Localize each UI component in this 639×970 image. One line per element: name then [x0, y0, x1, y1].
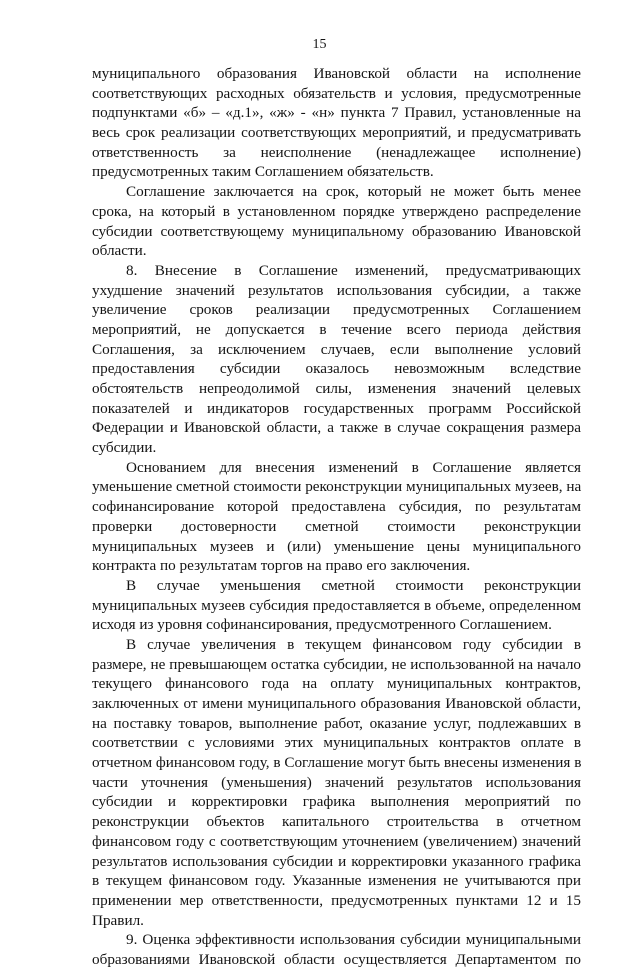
text-line: применении мер ответственности, предусмотренных пунктами 12 и 15: [92, 891, 581, 909]
text-line: Основанием для внесения изменений в Соглашение является: [126, 458, 581, 476]
text-line: субсидии и корректировки графика выполнения мероприятий по: [92, 793, 581, 811]
text-line: 9. Оценка эффективности использования субсидии муниципальными: [126, 931, 581, 949]
text-line: текущего финансового года на оплату муниципальных контрактов,: [92, 675, 581, 693]
text-line: муниципальных музеев субсидия предоставляется в объеме, определенном: [92, 596, 581, 614]
page-number: 15: [312, 37, 327, 52]
text-line: Правил.: [92, 911, 144, 929]
text-line: заключенных от имени муниципального образования Ивановской области,: [92, 695, 581, 712]
text-line: проверки достоверности сметной стоимости реконструкции: [92, 517, 581, 535]
text-line: образованиями Ивановской области осуществляется Департаментом по: [92, 950, 581, 968]
text-line: ответственность за неисполнение (ненадлежащее исполнение): [92, 143, 581, 161]
text-line: срока, на который в установленном порядке утверждено распределение: [92, 202, 581, 220]
text-line: предусмотренных таким Соглашением обязательств.: [92, 163, 434, 181]
text-line: показателей и индикаторов государственных программ Российской: [92, 399, 581, 417]
text-line: субсидии.: [92, 439, 157, 457]
text-line: увеличение сроков реализации предусмотренных Соглашением: [92, 301, 581, 319]
text-line: софинансирование которой предоставлена субсидия, по результатам: [92, 498, 581, 516]
text-line: соответствии с условиями этих муниципальных контрактов оплате в: [92, 734, 581, 752]
text-line: контракта по результатам торгов на право его заключения.: [92, 557, 471, 575]
text-line: ухудшение значений результатов использования субсидии, а также: [92, 281, 581, 299]
text-line: в текущем финансовом году. Указанные изменения не учитываются при: [92, 872, 581, 890]
text-line: муниципального образования Ивановской области на исполнение: [92, 65, 581, 82]
text-line: результатов использования субсидии и корректировки указанного графика: [92, 852, 581, 870]
text-line: соответствующих расходных обязательств и условия, предусмотренные: [92, 84, 581, 102]
text-line: Соглашение заключается на срок, который не может быть менее: [126, 183, 581, 201]
text-line: В случае увеличения в текущем финансовом году субсидии в: [126, 635, 581, 653]
text-line: весь срок реализации соответствующих мероприятий, и предусматривать: [92, 124, 581, 142]
text-line: 8. Внесение в Соглашение изменений, предусматривающих: [126, 261, 581, 279]
text-line: мероприятий, не допускается в течение всего периода действия: [92, 320, 581, 338]
text-line: Соглашения, за исключением случаев, если выполнение условий: [92, 340, 581, 358]
text-line: части уточнения (уменьшения) значений результатов использования: [92, 773, 581, 791]
text-line: на поставку товаров, выполнение работ, оказание услуг, подлежавших в: [92, 714, 581, 732]
text-line: подпунктами «б» – «д.1», «ж» - «н» пункта 7 Правил, установленные на: [92, 104, 581, 122]
text-line: финансовом году с соответствующим уточнением (увеличением) значений: [92, 832, 581, 850]
text-line: муниципальных музеев и (или) уменьшение цены муниципального: [92, 537, 581, 555]
body-text: [92, 64, 581, 970]
text-line: области.: [92, 242, 147, 260]
text-line: исходя из уровня софинансирования, предусмотренного Соглашением.: [92, 616, 552, 634]
text-line: предоставления субсидии оказалось невозможным вследствие: [92, 360, 581, 378]
text-line: субсидии соответствующему муниципальному образованию Ивановской: [92, 222, 581, 240]
text-line: размере, не превышающем остатка субсидии, не использованной на начало: [92, 655, 581, 673]
text-line: обстоятельств непреодолимой силы, изменения значений целевых: [92, 380, 581, 397]
text-line: уменьшение сметной стоимости реконструкции муниципальных музеев, на: [92, 478, 582, 496]
text-line: отчетном финансовом году, в Соглашение могут быть внесены изменения в: [92, 754, 582, 772]
text-line: Федерации и Ивановской области, а также в случае сокращения размера: [92, 419, 581, 437]
text-line: реконструкции объектов капитального строительства в отчетном: [92, 813, 581, 831]
text-line: В случае уменьшения сметной стоимости реконструкции: [126, 576, 581, 594]
